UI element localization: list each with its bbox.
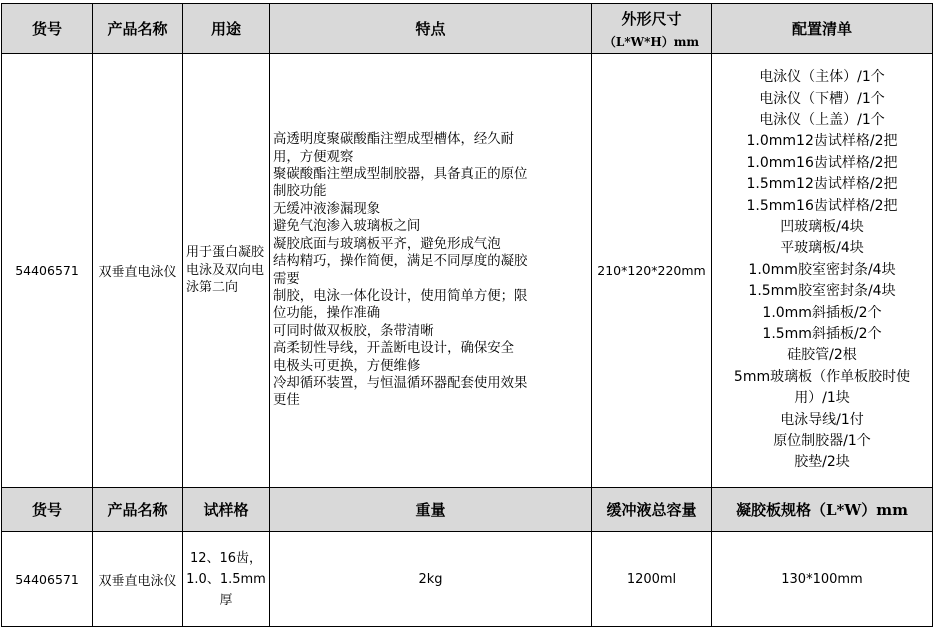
header-dimensions: [592, 4, 712, 54]
header-usage: 用途: [183, 4, 270, 54]
header-dimensions-title: 外形尺寸: [621, 9, 682, 28]
config-item: 电泳仪（下槽）/1个: [759, 90, 885, 107]
header-item-no: 货号: [2, 4, 93, 54]
feature-line: 冷却循环装置，与恒温循环器配套使用效果: [273, 375, 528, 391]
config-list: [715, 67, 929, 474]
header-product-name: 产品名称: [93, 4, 183, 54]
config-item: 电泳仪（上盖）/1个: [759, 111, 885, 128]
header2-gel-size: 凝胶板规格（L*W）mm: [712, 488, 933, 532]
usage-cell: 用于蛋白凝胶电泳及双向电泳第二向: [183, 54, 270, 488]
config-item: 1.5mm胶室密封条/4块: [748, 283, 896, 300]
feature-line: 聚碳酸酯注塑成型制胶器，具备真正的原位: [273, 167, 528, 183]
config-item: 硅胶管/2根: [787, 347, 857, 364]
product-spec-table: [1, 3, 933, 627]
config-item: 1.5mm12齿试样格/2把: [746, 176, 898, 193]
header2-item-no: 货号: [2, 488, 93, 532]
feature-line: 电极头可更换，方便维修: [273, 358, 421, 374]
item-no-cell: 54406571: [2, 54, 93, 488]
dimensions-cell: 210*120*220mm: [592, 54, 712, 488]
feature-line: 用，方便观察: [273, 149, 354, 165]
feature-line: 避免气泡渗入玻璃板之间: [273, 219, 421, 235]
features-list: [273, 131, 588, 410]
feature-line: 制胶功能: [273, 184, 327, 200]
comb-cell: 12、16齿，1.0、1.5mm厚: [183, 532, 270, 627]
data-row-2: [2, 532, 933, 627]
feature-line: 无缓冲液渗漏现象: [273, 201, 381, 217]
config-item: 电泳导线/1付: [780, 411, 864, 428]
config-item: 1.0mm斜插板/2个: [762, 304, 882, 321]
header2-weight: 重量: [270, 488, 592, 532]
config-item: 用）/1块: [794, 390, 850, 407]
header-features: 特点: [270, 4, 592, 54]
feature-line: 可同时做双板胶，条带清晰: [273, 323, 434, 339]
feature-line: 更佳: [273, 393, 300, 409]
header-config-list: 配置清单: [712, 4, 933, 54]
config-item: 1.0mm12齿试样格/2把: [746, 133, 898, 150]
gel-size-cell: 130*100mm: [712, 532, 933, 627]
features-cell: [270, 54, 592, 488]
config-item: 平玻璃板/4块: [780, 240, 864, 257]
buffer-volume-cell: 1200ml: [592, 532, 712, 627]
config-cell: [712, 54, 933, 488]
config-item: 1.0mm胶室密封条/4块: [748, 261, 896, 278]
feature-line: 结构精巧，操作简便，满足不同厚度的凝胶: [273, 254, 528, 270]
config-item: 1.5mm16齿试样格/2把: [746, 197, 898, 214]
config-item: 5mm玻璃板（作单板胶时使: [733, 368, 911, 385]
product-name-cell: 双垂直电泳仪: [93, 54, 183, 488]
product-name-cell-2: 双垂直电泳仪: [93, 532, 183, 627]
header-row-1: [2, 4, 933, 54]
config-item: 1.5mm斜插板/2个: [762, 326, 882, 343]
config-item: 电泳仪（主体）/1个: [759, 69, 885, 86]
header2-comb: 试样格: [183, 488, 270, 532]
data-row-1: [2, 54, 933, 488]
config-item: 1.0mm16齿试样格/2把: [746, 154, 898, 171]
feature-line: 凝胶底面与玻璃板平齐，避免形成气泡: [273, 236, 501, 252]
feature-line: 制胶，电泳一体化设计，使用简单方便；限: [273, 288, 528, 304]
config-item: 胶垫/2块: [794, 454, 850, 471]
header2-buffer-volume: 缓冲液总容量: [592, 488, 712, 532]
feature-line: 高透明度聚碳酸酯注塑成型槽体，经久耐: [273, 132, 515, 148]
weight-cell: 2kg: [270, 532, 592, 627]
feature-line: 需要: [273, 271, 300, 287]
feature-line: 位功能，操作准确: [273, 306, 381, 322]
header-dimensions-unit: （L*W*H）mm: [603, 34, 700, 49]
header-row-2: [2, 488, 933, 532]
item-no-cell-2: 54406571: [2, 532, 93, 627]
config-item: 原位制胶器/1个: [773, 433, 871, 450]
config-item: 凹玻璃板/4块: [780, 218, 864, 235]
feature-line: 高柔韧性导线，开盖断电设计，确保安全: [273, 341, 515, 357]
header2-product-name: 产品名称: [93, 488, 183, 532]
